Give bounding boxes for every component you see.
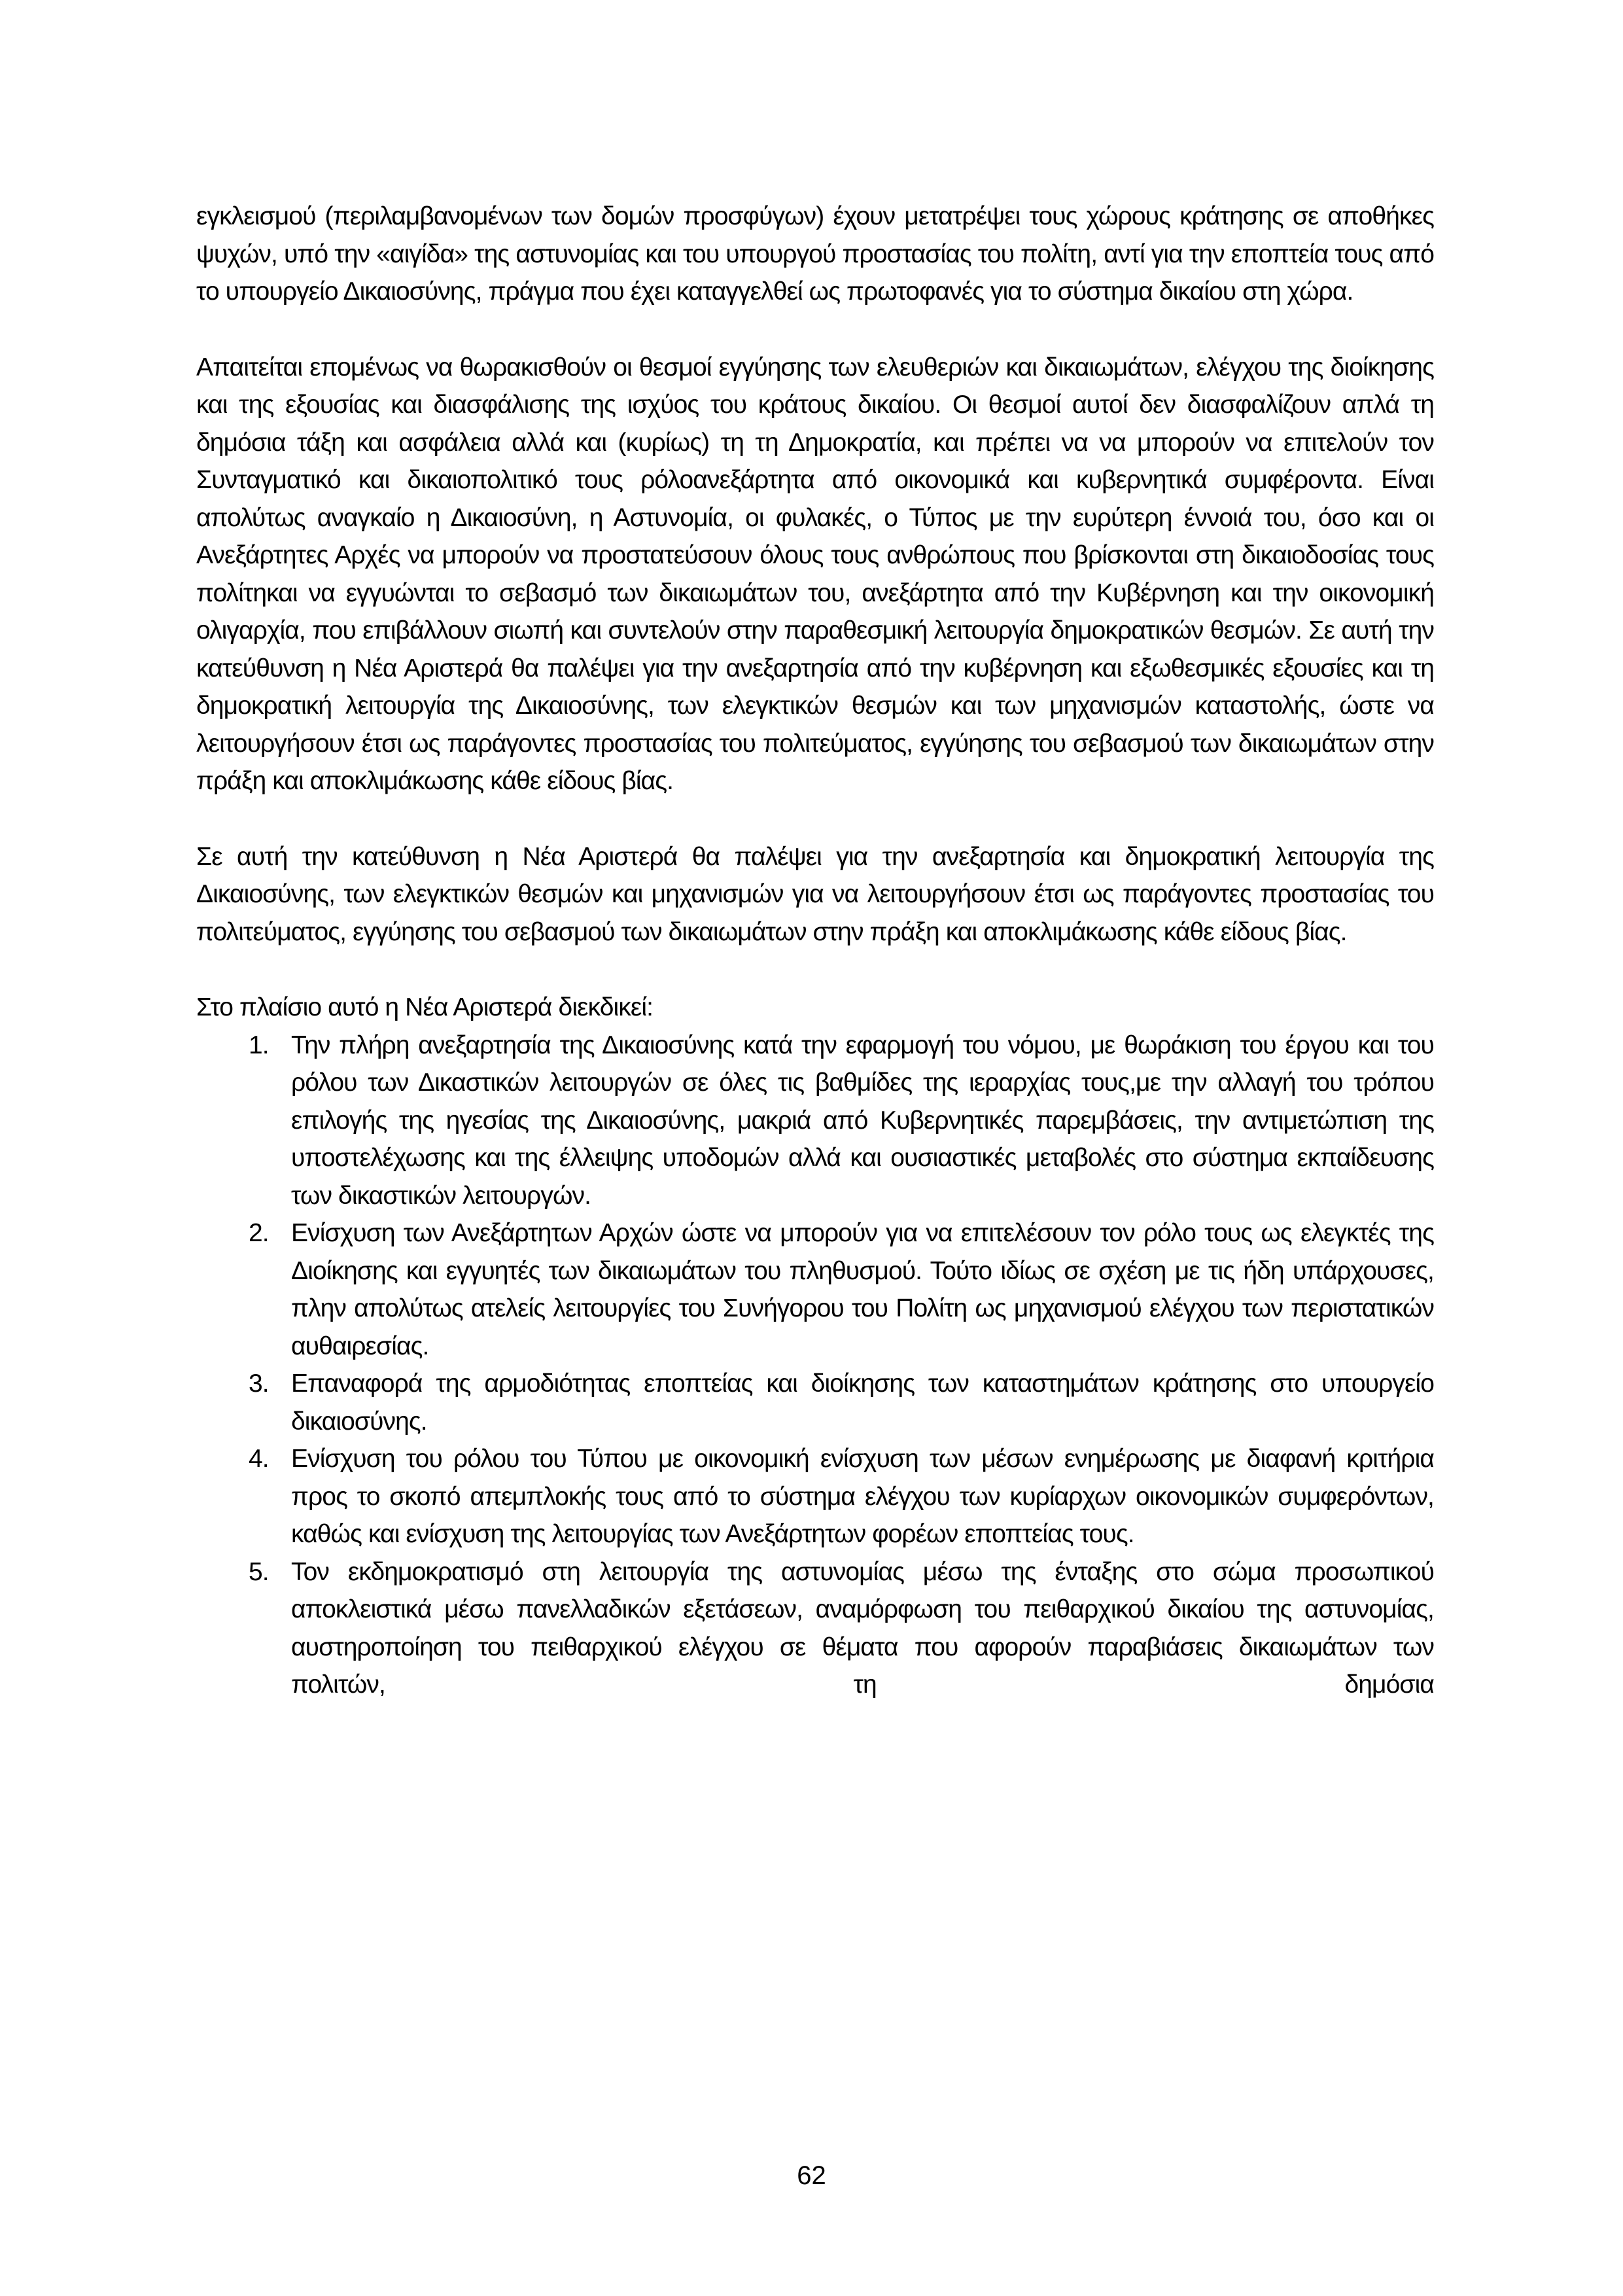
paragraph-detention-conditions: εγκλεισμού (περιλαμβανομένων των δομών προσφύγων) έχουν μετατρέψει τους χώρους κράτησης σε αποθήκες ψυχών, υπό την «αιγίδα» της αστυνομίας και του υπουργού προστασίας του πολίτη, αντί για την εποπτεία τους από το υπουργείο Δικαιοσύνης, πράγμα που έχει καταγγελθεί ως πρωτοφανές για το σύστημα δικαίου στη χώρα. <box>196 202 1434 306</box>
list-item-number: 2. <box>249 1219 269 1247</box>
list-item-number: 1. <box>249 1031 269 1059</box>
list-item-number: 5. <box>249 1557 269 1586</box>
list-item-text: Τον εκδημοκρατισμό στη λειτουργία της αστυνομίας μέσω της ένταξης στο σώμα προσωπικού αποκλειστικά μέσω πανελλαδικών εξετάσεων, αναμόρφωση του πειθαρχικού δικαίου της αστυνομίας, αυστηροποίηση του πειθαρχικού ελέγχου σε θέματα που αφορούν παραβιάσεις δικαιωμάτων των πολιτών, τη δημόσια <box>291 1557 1434 1699</box>
paragraph-spacer <box>196 311 1434 349</box>
demands-list <box>196 1027 1434 1704</box>
list-item-text: Ενίσχυση των Ανεξάρτητων Αρχών ώστε να μπορούν για να επιτελέσουν τον ρόλο τους ως ελεγκτές της Διοίκησης και εγγυητές των δικαιωμάτων του πληθυσμού. Τούτο ιδίως σε σχέση με τις ήδη υπάρχουσες, πλην απολύτως ατελείς λειτουργίες του Συνήγορου του Πολίτη ως μηχανισμού ελέγχου των περιστατικών αυθαιρεσίας. <box>291 1219 1434 1360</box>
list-item-number: 3. <box>249 1369 269 1398</box>
list-item-text: Ενίσχυση του ρόλου του Τύπου με οικονομική ενίσχυση των μέσων ενημέρωσης με διαφανή κριτήρια προς το σκοπό απεμπλοκής τους από το σύστημα ελέγχου των κυρίαρχων οικονομικών συμφερόντων, καθώς και ενίσχυση της λειτουργίας των Ανεξάρτητων φορέων εποπτείας τους. <box>291 1445 1434 1548</box>
page-number: 62 <box>797 2161 826 2190</box>
list-item-text: Επαναφορά της αρμοδιότητας εποπτείας και διοίκησης των καταστημάτων κράτησης στο υπουργείο δικαιοσύνης. <box>291 1369 1434 1436</box>
document-page <box>196 198 1434 1704</box>
paragraph-spacer <box>196 951 1434 989</box>
paragraph-spacer <box>196 800 1434 838</box>
list-item-number: 4. <box>249 1445 269 1473</box>
paragraph-new-left-direction: Σε αυτή την κατεύθυνση η Νέα Αριστερά θα παλέψει για την ανεξαρτησία και δημοκρατική λειτουργία της Δικαιοσύνης, των ελεγκτικών θεσμών και μηχανισμών για να λειτουργήσουν έτσι ως παράγοντες προστασίας του πολιτεύματος, εγγύησης του σεβασμού των δικαιωμάτων στην πράξη και αποκλιμάκωσης κάθε είδους βίας. <box>196 842 1434 946</box>
list-item <box>196 1553 1434 1704</box>
list-item-text: Την πλήρη ανεξαρτησία της Δικαιοσύνης κατά την εφαρμογή του νόμου, με θωράκιση του έργου και του ρόλου των Δικαστικών λειτουργών σε όλες τις βαθμίδες της ιεραρχίας τους,με την αλλαγή του τρόπου επιλογής της ηγεσίας της Δικαιοσύνης, μακριά από Κυβερνητικές παρεμβάσεις, την αντιμετώπιση της υποστελέχωσης και της έλλειψης υποδομών αλλά και ουσιαστικές μεταβολές στο σύστημα εκπαίδευσης των δικαστικών λειτουργών. <box>291 1031 1434 1210</box>
list-item <box>196 1365 1434 1440</box>
list-intro: Στο πλαίσιο αυτό η Νέα Αριστερά διεκδικεί: <box>196 993 654 1021</box>
list-item <box>196 1440 1434 1553</box>
list-item <box>196 1027 1434 1215</box>
list-item <box>196 1214 1434 1365</box>
paragraph-institutional-safeguards: Απαιτείται επομένως να θωρακισθούν οι θεσμοί εγγύησης των ελευθεριών και δικαιωμάτων, ελέγχου της διοίκησης και της εξουσίας και διασφάλισης της ισχύος του κράτους δικαίου. Οι θεσμοί αυτοί δεν διασφαλίζουν απλά τη δημόσια τάξη και ασφάλεια αλλά και (κυρίως) τη τη Δημοκρατία, και πρέπει να να μπορούν να επιτελούν τον Συνταγματικό και δικαιοπολιτικό τους ρόλοανεξάρτητα από οικονομικά και κυβερνητικά συμφέροντα. Είναι απολύτως αναγκαίο η Δικαιοσύνη, η Αστυνομία, οι φυλακές, ο Τύπος με την ευρύτερη έννοιά του, όσο και οι Ανεξάρτητες Αρχές να μπορούν να προστατεύσουν όλους τους ανθρώπους που βρίσκονται στη δικαιοδοσίας τους πολίτηκαι να εγγυώνται το σεβασμό των δικαιωμάτων του, ανεξάρτητα από την Κυβέρνηση και την οικονομική ολιγαρχία, που επιβάλλουν σιωπή και συντελούν στην παραθεσμική λειτουργία δημοκρατικών θεσμών. Σε αυτή την κατεύθυνση η Νέα Αριστερά θα παλέψει για την ανεξαρτησία από την κυβέρνηση και εξωθεσμικές εξουσίες και τη δημοκρατική λειτουργία της Δικαιοσύνης, των ελεγκτικών θεσμών και των μηχανισμών καταστολής, ώστε να λειτουργήσουν έτσι ως παράγοντες προστασίας του πολιτεύματος, εγγύησης του σεβασμού των δικαιωμάτων στην πράξη και αποκλιμάκωσης κάθε είδους βίας. <box>196 353 1434 795</box>
